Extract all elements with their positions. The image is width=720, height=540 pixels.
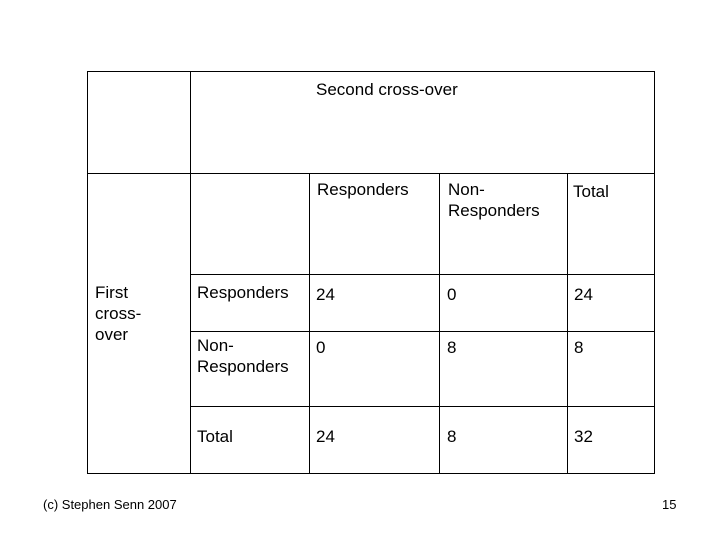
table-border-right — [654, 71, 655, 474]
table-border-left — [87, 71, 88, 474]
col-header-total: Total — [573, 182, 609, 201]
table-border-bottom — [87, 473, 655, 474]
row-label-total: Total — [197, 427, 233, 446]
table-rule-col-3 — [567, 173, 568, 474]
row-label-non-responders: Non-Responders — [197, 336, 289, 376]
copyright-footer: (c) Stephen Senn 2007 — [43, 497, 177, 512]
cell-r3-c2: 8 — [447, 427, 457, 446]
table-rule-col-2 — [439, 173, 440, 474]
table-rule-row-2 — [190, 331, 655, 332]
table-rule-row-3 — [190, 406, 655, 407]
cell-r1-c1: 24 — [316, 285, 335, 304]
col-header-responders: Responders — [317, 180, 409, 199]
cell-r2-c3: 8 — [574, 338, 584, 357]
table-rule-body-top — [190, 274, 655, 275]
col-header-non-responders: Non-Responders — [448, 180, 540, 220]
second-crossover-header: Second cross-over — [316, 80, 458, 99]
cell-r1-c3: 24 — [574, 285, 593, 304]
cell-r2-c1: 0 — [316, 338, 326, 357]
cell-r1-c2: 0 — [447, 285, 457, 304]
cell-r3-c3: 32 — [574, 427, 593, 446]
table-border-top — [87, 71, 655, 72]
row-label-responders: Responders — [197, 283, 289, 302]
page-number: 15 — [662, 497, 677, 512]
first-crossover-header: First cross-over — [95, 283, 142, 344]
table-rule-header — [87, 173, 655, 174]
table-rule-col-1 — [309, 173, 310, 474]
cell-r2-c2: 8 — [447, 338, 457, 357]
table-rule-label-col — [190, 71, 191, 474]
cell-r3-c1: 24 — [316, 427, 335, 446]
